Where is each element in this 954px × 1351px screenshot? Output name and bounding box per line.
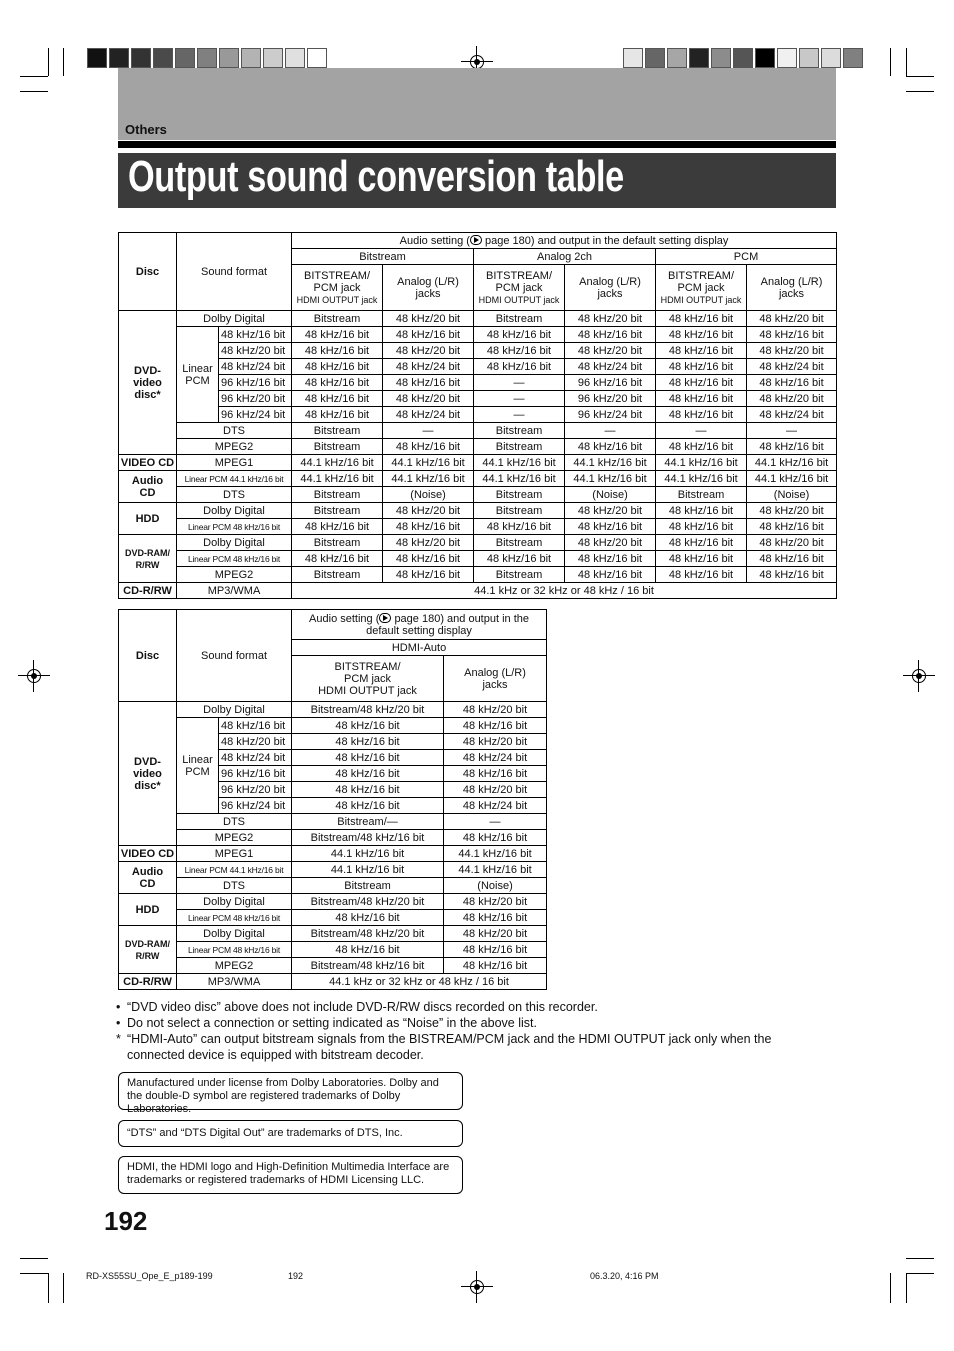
format-cell: 48 kHz/24 bit bbox=[219, 750, 292, 766]
value-cell: Bitstream bbox=[474, 439, 565, 455]
color-swatch bbox=[777, 48, 797, 68]
value-cell: Bitstream bbox=[292, 487, 383, 503]
registration-mark-icon bbox=[24, 666, 44, 686]
value-cell: 48 kHz/16 bit bbox=[292, 551, 383, 567]
value-cell: Bitstream/48 kHz/20 bit bbox=[292, 894, 444, 910]
value-cell: 48 kHz/20 bit bbox=[444, 894, 547, 910]
value-cell: 48 kHz/16 bit bbox=[747, 327, 837, 343]
value-cell: 48 kHz/20 bit bbox=[747, 311, 837, 327]
value-cell: 48 kHz/16 bit bbox=[444, 910, 547, 926]
crop-mark bbox=[48, 1273, 49, 1303]
color-swatch bbox=[109, 48, 129, 68]
color-swatch bbox=[241, 48, 261, 68]
value-cell: Bitstream bbox=[474, 567, 565, 583]
value-cell: 48 kHz/20 bit bbox=[565, 311, 656, 327]
value-cell: Bitstream bbox=[292, 567, 383, 583]
value-cell: — bbox=[565, 423, 656, 439]
note-item: * “HDMI-Auto” can output bitstream signals from the BISTREAM/PCM jack and the HDMI OUTPUT jack only when the connected device is equipped with bitstream decoder. bbox=[116, 1032, 772, 1062]
disc-dvd-ram: DVD-RAM/ R/RW bbox=[119, 926, 177, 974]
value-cell: — bbox=[383, 423, 474, 439]
value-cell: 48 kHz/16 bit bbox=[383, 519, 474, 535]
crop-mark bbox=[20, 76, 48, 77]
header-rule bbox=[118, 141, 836, 148]
crop-mark bbox=[906, 76, 934, 77]
crop-mark bbox=[890, 48, 891, 76]
disc-dvd-video: DVD- video disc* bbox=[119, 311, 177, 455]
value-cell: 48 kHz/20 bit bbox=[747, 343, 837, 359]
format-cell: 48 kHz/16 bit bbox=[219, 718, 292, 734]
value-cell: 44.1 kHz/16 bit bbox=[656, 471, 747, 487]
value-cell: 48 kHz/20 bit bbox=[383, 343, 474, 359]
format-cell: MPEG2 bbox=[177, 958, 292, 974]
conversion-table-main bbox=[118, 232, 837, 599]
header-bar bbox=[118, 68, 836, 140]
value-cell: 48 kHz/24 bit bbox=[565, 359, 656, 375]
value-cell: 44.1 kHz or 32 kHz or 48 kHz / 16 bit bbox=[292, 583, 837, 599]
value-cell: Bitstream bbox=[292, 535, 383, 551]
format-cell: Dolby Digital bbox=[177, 535, 292, 551]
format-cell: Dolby Digital bbox=[177, 894, 292, 910]
value-cell: 44.1 kHz/16 bit bbox=[747, 455, 837, 471]
crop-mark bbox=[20, 1258, 48, 1259]
format-cell: 96 kHz/24 bit bbox=[219, 407, 292, 423]
page-ref-arrow-icon bbox=[379, 613, 391, 623]
disc-audio-cd: Audio CD bbox=[119, 471, 177, 503]
color-swatch bbox=[285, 48, 305, 68]
format-cell: MPEG2 bbox=[177, 567, 292, 583]
value-cell: 48 kHz/16 bit bbox=[656, 343, 747, 359]
value-cell: 48 kHz/16 bit bbox=[656, 407, 747, 423]
disc-cd-r: CD-R/RW bbox=[119, 583, 177, 599]
value-cell: 96 kHz/24 bit bbox=[565, 407, 656, 423]
crop-mark bbox=[63, 48, 64, 76]
value-cell: 44.1 kHz/16 bit bbox=[656, 455, 747, 471]
color-swatch bbox=[175, 48, 195, 68]
disc-audio-cd: Audio CD bbox=[119, 862, 177, 894]
value-cell: 48 kHz/24 bit bbox=[747, 407, 837, 423]
value-cell: Bitstream bbox=[292, 423, 383, 439]
value-cell: 48 kHz/16 bit bbox=[747, 567, 837, 583]
value-cell: — bbox=[474, 407, 565, 423]
value-cell: 44.1 kHz/16 bit bbox=[444, 846, 547, 862]
value-cell: 48 kHz/16 bit bbox=[444, 766, 547, 782]
value-cell: 48 kHz/16 bit bbox=[292, 391, 383, 407]
trademark-box-dolby: Manufactured under license from Dolby Laboratories. Dolby and the double-D symbol are registered trademarks of Dolby Laboratories. bbox=[118, 1072, 463, 1110]
value-cell: — bbox=[444, 814, 547, 830]
value-cell: 48 kHz/16 bit bbox=[656, 311, 747, 327]
value-cell: 48 kHz/20 bit bbox=[747, 391, 837, 407]
value-cell: 48 kHz/20 bit bbox=[444, 926, 547, 942]
value-cell: Bitstream bbox=[292, 878, 444, 894]
value-cell: 48 kHz/16 bit bbox=[474, 359, 565, 375]
value-cell: Bitstream/48 kHz/16 bit bbox=[292, 830, 444, 846]
col-header-bitstream-jack: BITSTREAM/ PCM jack HDMI OUTPUT jack bbox=[474, 265, 565, 311]
format-cell: MPEG2 bbox=[177, 439, 292, 455]
col-header-analog: Analog (L/R) jacks bbox=[383, 265, 474, 311]
value-cell: 48 kHz/20 bit bbox=[383, 535, 474, 551]
format-cell: MP3/WMA bbox=[177, 974, 292, 990]
value-cell: 48 kHz/16 bit bbox=[656, 503, 747, 519]
value-cell: 48 kHz/16 bit bbox=[292, 750, 444, 766]
disc-video-cd: VIDEO CD bbox=[119, 846, 177, 862]
value-cell: 48 kHz/24 bit bbox=[383, 407, 474, 423]
header-audio-setting: Audio setting ( page 180) and output in the default setting display bbox=[292, 610, 547, 640]
format-cell: 48 kHz/20 bit bbox=[219, 734, 292, 750]
value-cell: 44.1 kHz/16 bit bbox=[383, 455, 474, 471]
disc-dvd-video: DVD- video disc* bbox=[119, 702, 177, 846]
value-cell: — bbox=[474, 375, 565, 391]
section-label: Others bbox=[125, 122, 167, 137]
value-cell: 48 kHz/16 bit bbox=[474, 327, 565, 343]
value-cell: 48 kHz/16 bit bbox=[656, 391, 747, 407]
value-cell: 48 kHz/16 bit bbox=[292, 407, 383, 423]
note-item: • Do not select a connection or setting indicated as “Noise” in the above list. bbox=[116, 1016, 537, 1030]
format-cell: Linear PCM 48 kHz/16 bit bbox=[177, 551, 292, 567]
format-linear-pcm: Linear PCM bbox=[177, 327, 219, 423]
header-disc: Disc bbox=[119, 610, 177, 702]
format-cell: Linear PCM 48 kHz/16 bit bbox=[177, 519, 292, 535]
value-cell: Bitstream bbox=[292, 503, 383, 519]
value-cell: 44.1 kHz/16 bit bbox=[292, 846, 444, 862]
group-header: Analog 2ch bbox=[474, 249, 656, 265]
color-swatch bbox=[131, 48, 151, 68]
value-cell: 44.1 kHz/16 bit bbox=[474, 455, 565, 471]
color-swatch bbox=[153, 48, 173, 68]
value-cell: 48 kHz/16 bit bbox=[444, 942, 547, 958]
value-cell: 44.1 kHz/16 bit bbox=[747, 471, 837, 487]
format-cell: Dolby Digital bbox=[177, 926, 292, 942]
disc-hdd: HDD bbox=[119, 503, 177, 535]
footer-page: 192 bbox=[288, 1271, 304, 1281]
format-cell: 96 kHz/16 bit bbox=[219, 766, 292, 782]
value-cell: 48 kHz/16 bit bbox=[565, 439, 656, 455]
value-cell: 48 kHz/16 bit bbox=[292, 359, 383, 375]
value-cell: 48 kHz/16 bit bbox=[474, 343, 565, 359]
color-swatch bbox=[821, 48, 841, 68]
format-cell: 96 kHz/24 bit bbox=[219, 798, 292, 814]
value-cell: (Noise) bbox=[565, 487, 656, 503]
value-cell: 44.1 kHz/16 bit bbox=[565, 471, 656, 487]
value-cell: Bitstream bbox=[474, 311, 565, 327]
value-cell: 48 kHz/20 bit bbox=[383, 503, 474, 519]
value-cell: 44.1 kHz/16 bit bbox=[292, 471, 383, 487]
group-header: PCM bbox=[656, 249, 837, 265]
disc-video-cd: VIDEO CD bbox=[119, 455, 177, 471]
value-cell: 48 kHz/16 bit bbox=[383, 567, 474, 583]
page-number: 192 bbox=[104, 1206, 148, 1236]
value-cell: 48 kHz/16 bit bbox=[565, 327, 656, 343]
color-swatch bbox=[263, 48, 283, 68]
crop-mark bbox=[906, 1273, 934, 1274]
value-cell: 48 kHz/20 bit bbox=[747, 503, 837, 519]
header-sound-format: Sound format bbox=[177, 233, 292, 311]
disc-cd-r: CD-R/RW bbox=[119, 974, 177, 990]
value-cell: 48 kHz/16 bit bbox=[656, 519, 747, 535]
value-cell: 48 kHz/16 bit bbox=[292, 734, 444, 750]
value-cell: 48 kHz/20 bit bbox=[565, 343, 656, 359]
value-cell: Bitstream bbox=[292, 311, 383, 327]
value-cell: 44.1 kHz/16 bit bbox=[474, 471, 565, 487]
value-cell: 48 kHz/16 bit bbox=[474, 519, 565, 535]
value-cell: 48 kHz/16 bit bbox=[292, 718, 444, 734]
header-sound-format: Sound format bbox=[177, 610, 292, 702]
value-cell: — bbox=[474, 391, 565, 407]
crop-mark bbox=[63, 1273, 64, 1303]
value-cell: (Noise) bbox=[444, 878, 547, 894]
value-cell: 48 kHz/20 bit bbox=[565, 503, 656, 519]
format-linear-pcm: Linear PCM bbox=[177, 718, 219, 814]
color-swatch bbox=[645, 48, 665, 68]
color-swatch bbox=[307, 48, 327, 68]
color-swatch bbox=[667, 48, 687, 68]
color-swatch bbox=[733, 48, 753, 68]
value-cell: 48 kHz/16 bit bbox=[747, 551, 837, 567]
value-cell: 96 kHz/16 bit bbox=[565, 375, 656, 391]
value-cell: 48 kHz/16 bit bbox=[292, 375, 383, 391]
value-cell: 48 kHz/20 bit bbox=[747, 535, 837, 551]
color-swatch bbox=[623, 48, 643, 68]
value-cell: Bitstream bbox=[656, 487, 747, 503]
registration-mark-icon bbox=[467, 1277, 487, 1297]
value-cell: 44.1 kHz/16 bit bbox=[565, 455, 656, 471]
value-cell: 48 kHz/16 bit bbox=[474, 551, 565, 567]
value-cell: — bbox=[656, 423, 747, 439]
format-cell: Linear PCM 48 kHz/16 bit bbox=[177, 910, 292, 926]
value-cell: 48 kHz/16 bit bbox=[292, 942, 444, 958]
conversion-table-hdmi bbox=[118, 609, 547, 990]
crop-mark bbox=[906, 48, 907, 76]
value-cell: Bitstream bbox=[292, 439, 383, 455]
value-cell: 48 kHz/16 bit bbox=[444, 718, 547, 734]
value-cell: 48 kHz/16 bit bbox=[292, 519, 383, 535]
value-cell: 48 kHz/16 bit bbox=[383, 551, 474, 567]
value-cell: 48 kHz/16 bit bbox=[444, 958, 547, 974]
crop-mark bbox=[906, 1273, 907, 1303]
value-cell: 48 kHz/16 bit bbox=[383, 327, 474, 343]
color-swatch bbox=[755, 48, 775, 68]
footer-date: 06.3.20, 4:16 PM bbox=[590, 1271, 659, 1281]
col-header-analog: Analog (L/R) jacks bbox=[444, 656, 547, 702]
crop-mark bbox=[906, 91, 934, 92]
notes bbox=[116, 999, 816, 1063]
value-cell: Bitstream/48 kHz/20 bit bbox=[292, 702, 444, 718]
note-item: • “DVD video disc” above does not include DVD-R/RW discs recorded on this recorder. bbox=[116, 1000, 598, 1014]
value-cell: 48 kHz/16 bit bbox=[656, 359, 747, 375]
registration-mark-icon bbox=[909, 666, 929, 686]
value-cell: 48 kHz/16 bit bbox=[656, 551, 747, 567]
page-title: Output sound conversion table bbox=[128, 152, 624, 201]
value-cell: Bitstream bbox=[474, 535, 565, 551]
value-cell: 48 kHz/16 bit bbox=[656, 375, 747, 391]
color-swatch bbox=[87, 48, 107, 68]
col-header-analog: Analog (L/R) jacks bbox=[747, 265, 837, 311]
color-swatch bbox=[219, 48, 239, 68]
crop-mark bbox=[20, 91, 48, 92]
value-cell: 48 kHz/16 bit bbox=[656, 535, 747, 551]
col-header-bitstream-jack: BITSTREAM/ PCM jack HDMI OUTPUT jack bbox=[292, 265, 383, 311]
format-cell: MPEG1 bbox=[177, 846, 292, 862]
value-cell: (Noise) bbox=[383, 487, 474, 503]
disc-dvd-ram: DVD-RAM/ R/RW bbox=[119, 535, 177, 583]
color-swatch bbox=[799, 48, 819, 68]
group-header: HDMI-Auto bbox=[292, 640, 547, 656]
crop-mark bbox=[48, 48, 49, 76]
format-cell: 96 kHz/16 bit bbox=[219, 375, 292, 391]
header-audio-setting: Audio setting ( page 180) and output in the default setting display bbox=[292, 233, 837, 249]
value-cell: 48 kHz/24 bit bbox=[747, 359, 837, 375]
value-cell: 44.1 kHz or 32 kHz or 48 kHz / 16 bit bbox=[292, 974, 547, 990]
value-cell: 44.1 kHz/16 bit bbox=[292, 862, 444, 878]
format-cell: Dolby Digital bbox=[177, 503, 292, 519]
value-cell: 48 kHz/16 bit bbox=[747, 519, 837, 535]
value-cell: 48 kHz/16 bit bbox=[747, 375, 837, 391]
value-cell: Bitstream bbox=[474, 487, 565, 503]
format-cell: DTS bbox=[177, 878, 292, 894]
value-cell: 48 kHz/16 bit bbox=[292, 782, 444, 798]
format-cell: 48 kHz/16 bit bbox=[219, 327, 292, 343]
trademark-box-dts: “DTS” and “DTS Digital Out” are trademarks of DTS, Inc. bbox=[118, 1120, 463, 1147]
value-cell: 48 kHz/16 bit bbox=[565, 551, 656, 567]
value-cell: 48 kHz/24 bit bbox=[444, 750, 547, 766]
crop-mark bbox=[906, 1258, 934, 1259]
value-cell: 44.1 kHz/16 bit bbox=[444, 862, 547, 878]
value-cell: 96 kHz/20 bit bbox=[565, 391, 656, 407]
value-cell: 48 kHz/20 bit bbox=[444, 734, 547, 750]
value-cell: 48 kHz/20 bit bbox=[444, 702, 547, 718]
color-swatch bbox=[843, 48, 863, 68]
value-cell: 48 kHz/16 bit bbox=[383, 439, 474, 455]
footer-file: RD-XS55SU_Ope_E_p189-199 bbox=[86, 1271, 213, 1281]
value-cell: Bitstream/48 kHz/20 bit bbox=[292, 926, 444, 942]
value-cell: 48 kHz/16 bit bbox=[747, 439, 837, 455]
value-cell: Bitstream bbox=[474, 423, 565, 439]
format-cell: 96 kHz/20 bit bbox=[219, 782, 292, 798]
col-header-analog: Analog (L/R) jacks bbox=[565, 265, 656, 311]
format-cell: 96 kHz/20 bit bbox=[219, 391, 292, 407]
value-cell: (Noise) bbox=[747, 487, 837, 503]
value-cell: 48 kHz/20 bit bbox=[383, 311, 474, 327]
trademark-box-hdmi: HDMI, the HDMI logo and High-Definition Multimedia Interface are trademarks or registered trademarks of HDMI Licensing LLC. bbox=[118, 1156, 463, 1194]
value-cell: 48 kHz/16 bit bbox=[444, 830, 547, 846]
color-swatch bbox=[711, 48, 731, 68]
format-cell: Linear PCM 44.1 kHz/16 bit bbox=[177, 471, 292, 487]
value-cell: 48 kHz/16 bit bbox=[292, 766, 444, 782]
format-cell: DTS bbox=[177, 814, 292, 830]
group-header: Bitstream bbox=[292, 249, 474, 265]
value-cell: 48 kHz/24 bit bbox=[383, 359, 474, 375]
value-cell: 48 kHz/16 bit bbox=[565, 567, 656, 583]
crop-mark bbox=[20, 1273, 48, 1274]
value-cell: Bitstream bbox=[474, 503, 565, 519]
value-cell: 48 kHz/16 bit bbox=[292, 343, 383, 359]
value-cell: 48 kHz/16 bit bbox=[656, 327, 747, 343]
value-cell: — bbox=[747, 423, 837, 439]
value-cell: 48 kHz/16 bit bbox=[292, 327, 383, 343]
col-header-bitstream-jack: BITSTREAM/ PCM jack HDMI OUTPUT jack bbox=[656, 265, 747, 311]
disc-hdd: HDD bbox=[119, 894, 177, 926]
value-cell: Bitstream/— bbox=[292, 814, 444, 830]
format-cell: Linear PCM 48 kHz/16 bit bbox=[177, 942, 292, 958]
value-cell: 48 kHz/16 bit bbox=[656, 567, 747, 583]
value-cell: 48 kHz/16 bit bbox=[565, 519, 656, 535]
format-cell: Linear PCM 44.1 kHz/16 bit bbox=[177, 862, 292, 878]
value-cell: 48 kHz/16 bit bbox=[292, 910, 444, 926]
crop-mark bbox=[890, 1273, 891, 1303]
color-swatch bbox=[689, 48, 709, 68]
value-cell: 44.1 kHz/16 bit bbox=[383, 471, 474, 487]
format-cell: MPEG1 bbox=[177, 455, 292, 471]
value-cell: 48 kHz/16 bit bbox=[656, 439, 747, 455]
format-cell: Dolby Digital bbox=[177, 702, 292, 718]
format-cell: MPEG2 bbox=[177, 830, 292, 846]
value-cell: Bitstream/48 kHz/16 bit bbox=[292, 958, 444, 974]
format-cell: MP3/WMA bbox=[177, 583, 292, 599]
format-cell: Dolby Digital bbox=[177, 311, 292, 327]
value-cell: 48 kHz/20 bit bbox=[383, 391, 474, 407]
color-swatch bbox=[197, 48, 217, 68]
value-cell: 48 kHz/16 bit bbox=[292, 798, 444, 814]
format-cell: 48 kHz/24 bit bbox=[219, 359, 292, 375]
header-disc: Disc bbox=[119, 233, 177, 311]
value-cell: 44.1 kHz/16 bit bbox=[292, 455, 383, 471]
value-cell: 48 kHz/16 bit bbox=[383, 375, 474, 391]
page-ref-arrow-icon bbox=[470, 235, 482, 245]
format-cell: DTS bbox=[177, 423, 292, 439]
value-cell: 48 kHz/24 bit bbox=[444, 798, 547, 814]
value-cell: 48 kHz/20 bit bbox=[444, 782, 547, 798]
value-cell: 48 kHz/20 bit bbox=[565, 535, 656, 551]
col-header-bitstream-jack: BITSTREAM/ PCM jack HDMI OUTPUT jack bbox=[292, 656, 444, 702]
format-cell: DTS bbox=[177, 487, 292, 503]
format-cell: 48 kHz/20 bit bbox=[219, 343, 292, 359]
